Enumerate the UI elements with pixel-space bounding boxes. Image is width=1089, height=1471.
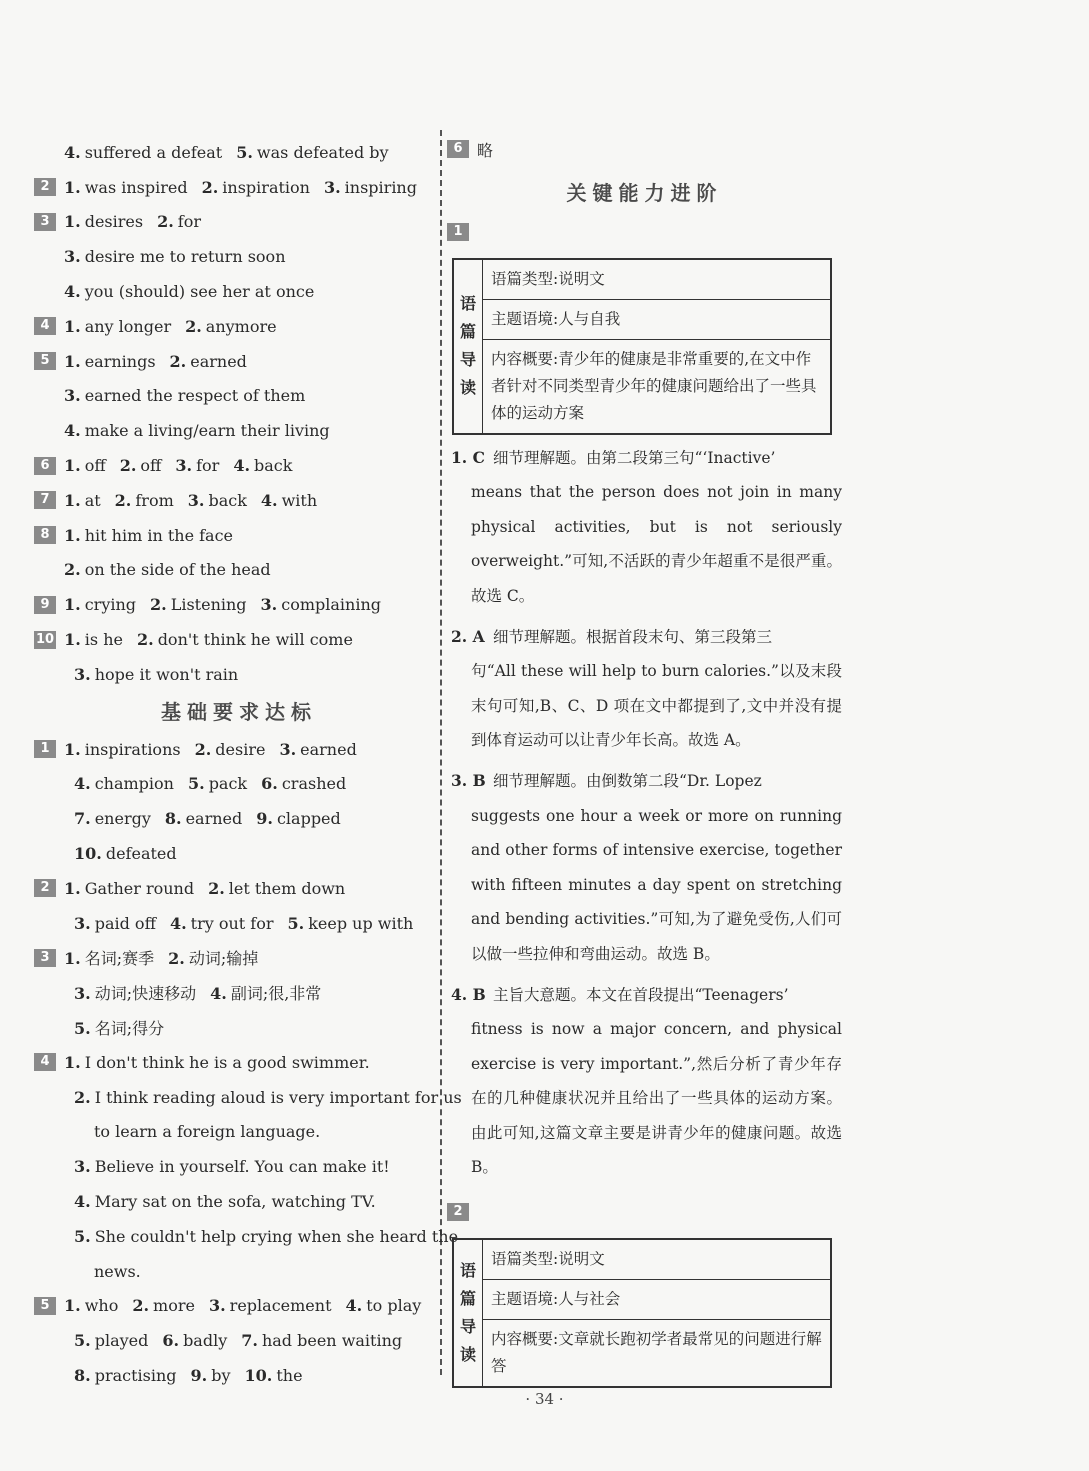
answer-text: earned [185, 809, 243, 829]
answer-number: 1. [64, 212, 81, 232]
answer-line [34, 379, 434, 414]
answer-label: 3. B [451, 770, 486, 790]
answer-number: 5. [74, 1226, 91, 1246]
answer-number: 7. [241, 1331, 258, 1351]
answer-text: desires [84, 212, 144, 232]
item-6-line [447, 132, 842, 167]
section-heading-key: 关键能力进阶 [566, 180, 723, 205]
answer-number: 4. [169, 913, 187, 933]
answer-item [115, 491, 174, 510]
answer-text: inspiration [222, 177, 310, 197]
left-column [34, 135, 462, 1393]
answer-text: I think reading aloud is very important for us [94, 1087, 462, 1107]
answer-line [34, 836, 434, 871]
answer-item [195, 740, 266, 759]
answer-item [64, 282, 314, 301]
answer-line [34, 975, 434, 1010]
answer-text: champion [94, 774, 174, 794]
item-badge: 2 [34, 879, 56, 897]
answer-number: 4. [260, 490, 278, 510]
answer-text: was defeated by [256, 142, 389, 162]
answer-number: 3. [74, 913, 91, 933]
basic-answer-list [34, 732, 462, 1393]
answer-text: earned [300, 739, 357, 759]
answer-item [170, 914, 274, 933]
answer-text: on the side of the head [84, 560, 271, 580]
answer-item [170, 352, 247, 371]
answer-item [208, 879, 345, 898]
answer-line [34, 309, 434, 344]
answer-text: is he [84, 630, 123, 650]
answer-number: 4. [64, 142, 81, 162]
answer-item [191, 1366, 231, 1385]
answer-item [74, 665, 238, 684]
page-number: · 34 · [525, 1390, 564, 1408]
answer-item [74, 1366, 177, 1385]
answer-line [34, 1115, 434, 1150]
answer-text: don't think he will come [157, 630, 353, 650]
answer-text: you (should) see her at once [84, 282, 315, 302]
passage-2-header [447, 1195, 842, 1230]
answer-item [64, 526, 233, 545]
section-heading-basic: 基础要求达标 [161, 699, 317, 724]
passage-1-header [447, 215, 842, 250]
column-divider [440, 130, 442, 1375]
answer-lead: 细节理解题。由倒数第二段“Dr. Lopez [493, 771, 762, 790]
answer-item [168, 946, 258, 969]
answer-item [64, 491, 101, 510]
answer-text: try out for [190, 913, 274, 933]
answer-text: the [276, 1365, 303, 1385]
answer-line [34, 1045, 434, 1080]
answer-number: 3. [175, 456, 193, 476]
answer-line [34, 1289, 434, 1324]
guide-label: 语篇导读 [454, 260, 483, 433]
answer-item [74, 1227, 458, 1246]
answer-item [120, 456, 162, 475]
answer-line [34, 239, 434, 274]
answer-item [165, 809, 242, 828]
answer-item [175, 456, 219, 475]
answer-text: to play [366, 1296, 422, 1316]
answer-text: earnings [84, 351, 156, 371]
answer-item [202, 178, 310, 197]
guide-row-theme: 主题语境:人与社会 [483, 1280, 830, 1320]
answer-line [34, 1254, 434, 1289]
answer-number: 3. [74, 984, 91, 1004]
answer-text: 动词;输掉 [188, 949, 259, 969]
answer-text: defeated [105, 844, 177, 864]
item-6-text: 略 [477, 140, 494, 160]
answer-text: had been waiting [261, 1331, 403, 1351]
answer-number: 4. [74, 774, 91, 794]
answer-item [324, 178, 417, 197]
answer-number: 1. [64, 351, 81, 371]
answer-text: make a living/earn their living [84, 421, 330, 441]
answer-number: 2. [132, 1296, 150, 1316]
item-badge: 4 [34, 1053, 56, 1071]
answer-number: 4. [345, 1296, 363, 1316]
answer-text: for [177, 212, 201, 232]
answer-text: crying [84, 595, 137, 615]
answer-item [209, 1296, 332, 1315]
answer-number: 4. [64, 282, 81, 302]
answer-number: 5. [236, 142, 253, 162]
right-column [447, 132, 842, 1388]
answer-item [74, 1016, 164, 1039]
answer-number: 1. [64, 456, 81, 476]
answer-item [245, 1366, 303, 1385]
answer-item [288, 914, 414, 933]
item-badge: 7 [34, 491, 56, 509]
answer-number: 9. [190, 1365, 208, 1385]
answer-number: 3. [279, 739, 297, 759]
answer-number: 2. [64, 560, 81, 580]
answer-line [34, 1184, 434, 1219]
answer-explanation [447, 620, 842, 758]
answer-number: 2. [114, 490, 132, 510]
answer-label: 2. A [451, 626, 485, 646]
answer-item [261, 774, 346, 793]
item-badge: 4 [34, 317, 56, 335]
answer-number: 8. [164, 809, 182, 829]
answer-text: desire [215, 739, 266, 759]
answer-text: Mary sat on the sofa, watching TV. [94, 1192, 376, 1211]
answer-text: clapped [276, 809, 341, 829]
answer-text: replacement [229, 1296, 332, 1316]
answer-text: inspiring [344, 177, 417, 197]
answer-number: 10. [74, 844, 102, 864]
answer-text: hit him in the face [84, 525, 234, 545]
answer-item [64, 1053, 370, 1072]
answer-item [64, 1296, 118, 1315]
answer-text: energy [94, 809, 151, 829]
answer-body: fitness is now a major concern, and physical exercise is very important.”,然后分析了青少年存在的几种健康状况并且给出了一些具体的运动方案。由此可知,这篇文章主要是讲青少年的健康问题。故选 B。 [471, 1020, 842, 1177]
answer-item [188, 491, 247, 510]
answer-line [34, 906, 434, 941]
answer-item [74, 914, 156, 933]
answer-text: anymore [205, 316, 277, 336]
guide-row-summary: 内容概要:青少年的健康是非常重要的,在文中作者针对不同类型青少年的健康问题给出了一些具体的运动方案 [491, 349, 817, 422]
answer-text: by [211, 1365, 231, 1385]
answer-item [74, 1192, 376, 1211]
answer-number: 3. [323, 177, 341, 197]
answer-number: 3. [260, 595, 278, 615]
answer-item [74, 809, 151, 828]
answer-number: 1. [64, 949, 81, 969]
answer-text: Listening [170, 595, 247, 615]
passage-1-answers [447, 441, 842, 1185]
guide-label: 语篇导读 [454, 1240, 483, 1386]
answer-number: 1. [64, 1296, 81, 1316]
answer-item [74, 774, 174, 793]
answer-line [34, 1358, 434, 1393]
answer-item [157, 212, 201, 231]
answer-text: Believe in yourself. You can make it! [94, 1157, 390, 1177]
answer-item [279, 740, 356, 759]
answer-text: off [84, 456, 106, 476]
passage-badge: 2 [447, 1203, 469, 1221]
answer-item [346, 1296, 422, 1315]
answer-item [210, 981, 321, 1004]
passage-2-guide-table [452, 1238, 832, 1388]
answer-line [34, 801, 434, 836]
answer-line [34, 205, 434, 240]
answer-item [64, 740, 181, 759]
answer-number: 4. [210, 984, 227, 1004]
answer-line [34, 622, 434, 657]
answer-number: 1. [64, 739, 81, 759]
answer-number: 1. [64, 316, 81, 336]
answer-line [34, 413, 434, 448]
answer-number: 4. [74, 1192, 91, 1211]
answer-text: badly [183, 1331, 228, 1351]
answer-line [34, 135, 434, 170]
answer-item [261, 595, 381, 614]
answer-text: played [94, 1331, 149, 1351]
answer-item [64, 595, 136, 614]
answer-number: 2. [119, 456, 137, 476]
passage-1-guide-table [452, 258, 832, 435]
answer-item [150, 595, 247, 614]
answer-number: 1. [64, 878, 81, 898]
answer-number: 5. [287, 913, 305, 933]
answer-item [64, 317, 171, 336]
answer-number: 3. [64, 247, 81, 267]
answer-text: practising [94, 1365, 177, 1385]
answer-body: means that the person does not join in many physical activities, but is not seriously overweight.”可知,不活跃的青少年超重不是很严重。故选 C。 [471, 483, 842, 605]
answer-line [34, 274, 434, 309]
guide-row-theme: 主题语境:人与自我 [483, 300, 830, 340]
answer-number: 6. [162, 1331, 180, 1351]
answer-text: pack [208, 774, 248, 794]
answer-text: crashed [281, 774, 347, 794]
item-badge: 10 [36, 631, 55, 647]
answer-number: 2. [136, 630, 154, 650]
answer-number: 3. [64, 386, 81, 406]
answer-text: 名词;得分 [94, 1019, 165, 1039]
answer-text: was inspired [84, 177, 188, 197]
item-badge: 2 [34, 178, 56, 196]
answer-item [64, 946, 154, 969]
answer-number: 8. [74, 1365, 91, 1385]
answer-text: Gather round [84, 878, 195, 898]
answer-line [34, 1323, 434, 1358]
answer-item [132, 1296, 195, 1315]
answer-number: 9. [256, 809, 273, 829]
item-badge: 8 [34, 526, 56, 544]
answer-number: 7. [74, 809, 91, 829]
item-badge: 1 [34, 740, 56, 758]
answer-number: 3. [74, 664, 91, 684]
answer-item [162, 1331, 227, 1350]
answer-item [64, 879, 194, 898]
answer-number: 6. [261, 774, 278, 794]
answer-number: 2. [150, 595, 167, 615]
guide-row-summary: 内容概要:文章就长跑初学者最常见的问题进行解答 [491, 1329, 822, 1375]
answer-number: 5. [74, 1331, 91, 1351]
answer-text: for [196, 456, 220, 476]
item-badge: 6 [447, 140, 469, 158]
answer-number: 5. [187, 774, 205, 794]
answer-lead: 细节理解题。根据首段末句、第三段第三 [493, 627, 773, 646]
answer-item [236, 143, 388, 162]
answer-item [185, 317, 277, 336]
item-badge: 5 [34, 1297, 56, 1315]
answer-line [34, 344, 434, 379]
answer-line [34, 657, 434, 692]
answer-item [188, 774, 247, 793]
answer-line [34, 1010, 434, 1045]
answer-number: 2. [194, 739, 212, 759]
answer-number: 1. [64, 490, 81, 510]
answer-line [34, 1219, 459, 1254]
answer-text: let them down [228, 878, 346, 898]
answer-item [94, 1262, 141, 1281]
answer-text: back [254, 456, 293, 476]
answer-item [64, 352, 156, 371]
answer-text: any longer [84, 316, 172, 336]
answer-text: 名词;赛季 [84, 949, 155, 969]
answer-number: 2. [201, 177, 219, 197]
answer-text: off [140, 456, 162, 476]
passage-badge: 1 [447, 223, 469, 241]
answer-text: to learn a foreign language. [94, 1122, 321, 1142]
answer-item [64, 421, 330, 440]
answer-text: who [84, 1296, 119, 1316]
answer-line [34, 767, 434, 802]
answer-line [34, 1149, 434, 1184]
answer-line [34, 448, 434, 483]
answer-item [74, 981, 196, 1004]
answer-text: more [153, 1296, 195, 1316]
answer-item [64, 386, 305, 405]
answer-item [74, 844, 177, 863]
answer-item [74, 1157, 390, 1176]
answer-body: 句“All these will help to burn calories.”以及末段末句可知,B、C、D 项在文中都提到了,文中并没有提到体育运动可以让青少年长高。故选 A。 [471, 662, 842, 750]
answer-lead: 细节理解题。由第二段第三句“‘Inactive’ [493, 448, 776, 467]
answer-item [233, 456, 292, 475]
answer-number: 1. [64, 525, 81, 545]
answer-text: earned [190, 351, 247, 371]
answer-line [34, 732, 434, 767]
answer-number: 3. [208, 1296, 226, 1316]
answer-number: 10. [244, 1365, 273, 1385]
answer-body: suggests one hour a week or more on running and other forms of intensive exercise, together with fifteen minutes a day spent on stretching and bending activities.”可知,为了避免受伤,人们可以做一些拉伸和弯曲运动。故选 B。 [471, 806, 842, 963]
answer-item [137, 630, 353, 649]
answer-number: 3. [187, 490, 205, 510]
answer-number: 5. [74, 1019, 91, 1039]
answer-text: earned the respect of them [84, 386, 306, 406]
item-badge: 3 [34, 949, 56, 967]
answer-number: 2. [208, 878, 225, 898]
item-badge: 3 [34, 213, 56, 231]
answer-item [64, 456, 106, 475]
answer-label: 1. C [451, 447, 485, 467]
answer-text: with [281, 490, 318, 510]
answer-explanation [447, 764, 842, 972]
answer-number: 2. [185, 316, 202, 336]
answer-text: complaining [281, 595, 381, 615]
answer-item [256, 809, 341, 828]
answer-text: keep up with [308, 913, 414, 933]
answer-text: 动词;快速移动 [94, 984, 197, 1004]
guide-row-type: 语篇类型:说明文 [483, 260, 830, 300]
answer-text: desire me to return soon [84, 247, 286, 267]
answer-line [34, 1080, 462, 1115]
answer-item [64, 630, 123, 649]
answer-text: from [135, 490, 174, 510]
answer-item [64, 212, 143, 231]
item-badge: 6 [34, 457, 56, 475]
answer-number: 4. [233, 456, 251, 476]
answer-number: 2. [168, 949, 185, 969]
answer-explanation [447, 978, 842, 1186]
answer-number: 2. [74, 1087, 91, 1107]
answer-number: 2. [157, 212, 174, 232]
answer-text: at [84, 490, 101, 510]
answer-label: 4. B [451, 984, 486, 1004]
answer-item [74, 1088, 462, 1107]
answer-item [94, 1122, 320, 1141]
answer-line [34, 553, 434, 588]
answer-line [34, 871, 434, 906]
answer-lead: 主旨大意题。本文在首段提出“Teenagers’ [493, 985, 789, 1004]
answer-item [64, 143, 222, 162]
answer-number: 4. [64, 421, 81, 441]
answer-line [34, 941, 434, 976]
answer-item [261, 491, 317, 510]
answer-text: paid off [94, 913, 156, 933]
answer-explanation [447, 441, 842, 614]
item-badge: 9 [34, 596, 56, 614]
answer-number: 1. [64, 630, 81, 650]
answer-line [34, 518, 434, 553]
answer-text: back [208, 490, 247, 510]
answer-item [64, 560, 271, 579]
answer-number: 3. [74, 1157, 91, 1177]
answer-item [74, 1331, 148, 1350]
answer-item [64, 247, 286, 266]
answer-item [241, 1331, 402, 1350]
answer-text: I don't think he is a good swimmer. [84, 1052, 370, 1072]
item-badge: 5 [34, 352, 56, 370]
answer-text: suffered a defeat [84, 142, 223, 162]
answer-text: 副词;很,非常 [230, 984, 322, 1004]
answer-line [34, 170, 434, 205]
answer-text: inspirations [84, 739, 181, 759]
answer-line [34, 587, 434, 622]
answer-text: news. [94, 1261, 141, 1281]
answer-text: She couldn't help crying when she heard the [94, 1226, 459, 1246]
guide-row-type: 语篇类型:说明文 [483, 1240, 830, 1280]
answer-text: hope it won't rain [94, 664, 239, 684]
answer-item [64, 178, 188, 197]
answer-line [34, 483, 434, 518]
answer-number: 2. [169, 351, 187, 371]
answer-number: 1. [64, 595, 81, 615]
left-answer-list [34, 135, 434, 692]
answer-number: 1. [64, 177, 81, 197]
answer-number: 1. [64, 1052, 81, 1072]
